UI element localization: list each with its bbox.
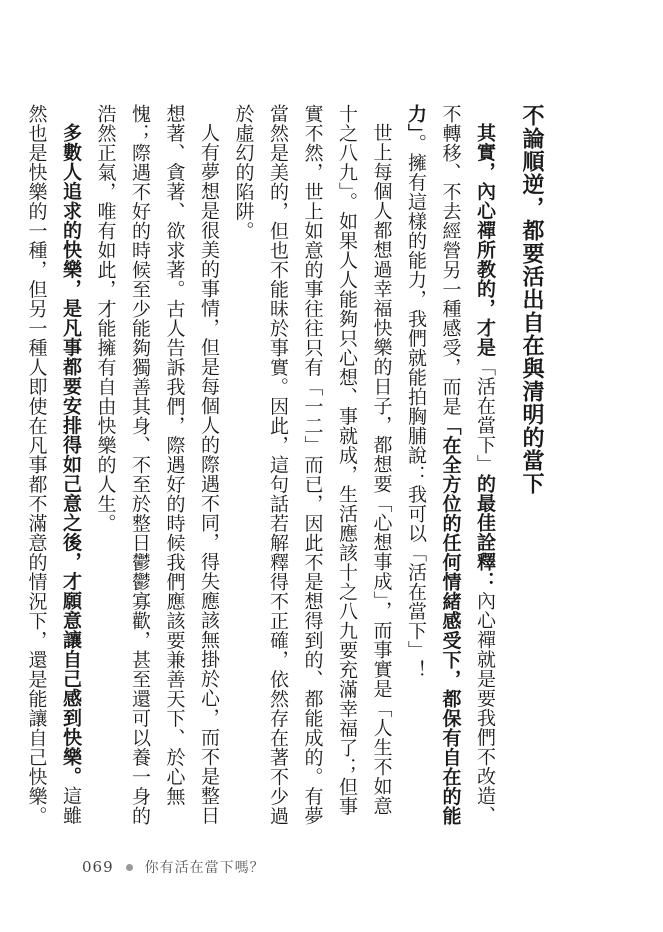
running-title: 你有活在當下嗎？ (144, 860, 265, 876)
paragraph-2 (226, 104, 399, 834)
page-footer (82, 857, 265, 877)
paragraph-1-plain-3: 。擁有這樣的能力，我們就能拍胸脯說：我可以「活在當下」！ (405, 133, 427, 680)
paragraph-4-bold-1: 多數人追求的快樂，是凡事都要安排得如己意之後，才願意讓自己感到快樂。 (60, 123, 82, 786)
paragraph-1-plain-2: 內心禪就是要我們不改造、不轉移、不去經營另一種感受，而是 (439, 104, 496, 825)
paragraph-4-plain-1: 這雖然也是快樂的一種，但另一種人即使在凡事都不滿意的情況下，還是能讓自己快樂。 (25, 104, 82, 826)
paragraph-1-plain-1: 「活在當下」 (474, 357, 496, 474)
page-number: 069 (82, 858, 114, 876)
paragraph-4 (19, 104, 88, 834)
paragraph-2-plain-1: 世上每個人都想過幸福快樂的日子，都想要「心想事成」，而事實是「人生不如意十之八九」。如果人人能夠只心想、事就成，生活應該十之八九要充滿幸福了；但事實不然，世上如意的事往往只有「一二」而已，因此不是想得到的、都能成的。有夢當然是美的，但也不能昧於事實。因此，這句話若解釋得不正確，依然存在著不少過於虛幻的陷阱。 (232, 104, 393, 826)
paragraph-3 (88, 104, 226, 834)
vertical-text-block (25, 104, 556, 834)
paragraph-1 (399, 104, 503, 834)
section-title: 不論順逆，都要活出自在與清明的當下 (519, 104, 545, 495)
paragraph-1-bold-2: 的最佳詮釋： (474, 474, 496, 591)
paragraph-1-bold-1: 其實，內心禪所教的，才是 (474, 123, 496, 357)
paragraph-1-bold-3: 「在全方位的任何情緒感受下，都保有自在的能力」 (405, 104, 462, 826)
bullet-dot-icon (126, 864, 133, 871)
paragraph-3-plain-1: 人有夢想是很美的事情，但是每個人的際遇不同，得失應該無掛於心，而不是整日想著、貪著、欲求著。古人告訴我們，際遇好的時候我們應該要兼善天下、於心無愧；際遇不好的時候至少能夠獨善其身、不至於整日鬱鬱寡歡，甚至還可以養一身的浩然正氣，唯有如此，才能擁有自由快樂的人生。 (94, 104, 220, 826)
